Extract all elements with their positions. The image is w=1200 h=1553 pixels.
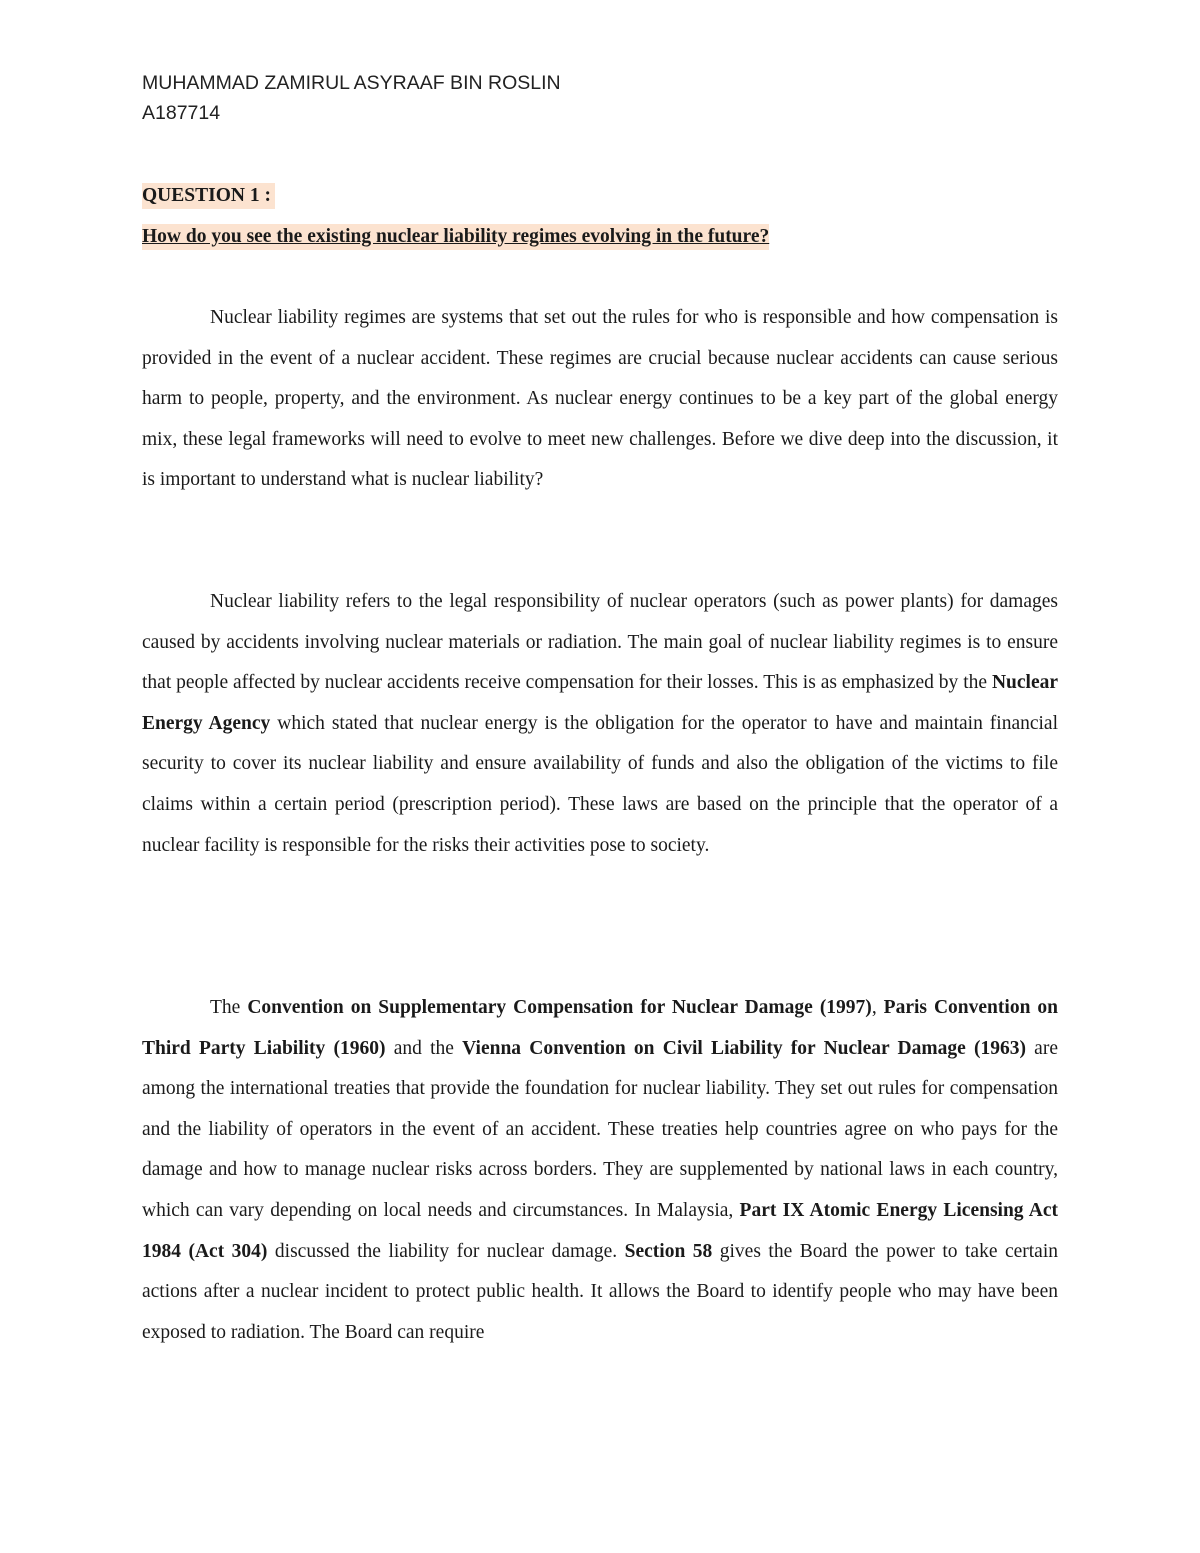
paragraph-2-text: which stated that nuclear energy is the obligation for the operator to have and maintain financial security to cover its nuclear liability and ensure availability of funds and also the obligation of the victims to file claims within a certain period (prescription period). These laws are based on the principle that the operator of a nuclear facility is responsible for the risks their activities pose to society.	[142, 712, 1058, 856]
paragraph-3-text: are among the international treaties that provide the foundation for nuclear liability. They set out rules for compensation and the liability of operators in the event of an accident. These treaties help countries agree on who pays for the damage and how to manage nuclear risks across borders. They are supplemented by national laws in each country, which can vary depending on local needs and circumstances. In Malaysia,	[142, 1037, 1058, 1221]
paragraph-2	[142, 582, 1058, 866]
bold-term-nea: Nuclear Energy Agency	[142, 672, 1058, 734]
bold-term-csc: Convention on Supplementary Compensation for Nuclear Damage (1997)	[247, 997, 872, 1018]
paragraph-2-text: Nuclear liability refers to the legal responsibility of nuclear operators (such as power plants) for damages caused by accidents involving nuclear materials or radiation. The main goal of nuclear liability regimes is to ensure that people affected by nuclear accidents receive compensation for their losses. This is as emphasized by the	[142, 591, 1058, 694]
paragraph-3-text: discussed the liability for nuclear damage.	[267, 1240, 625, 1262]
bold-term-vienna: Vienna Convention on Civil Liability for Nuclear Damage (1963)	[462, 1037, 1026, 1059]
question-label: QUESTION 1 :	[142, 183, 275, 209]
paragraph-1	[142, 298, 1058, 501]
bold-term-paris: Paris Convention on Third Party Liability (1960)	[142, 997, 1058, 1059]
paragraph-3-text: and the	[385, 1037, 463, 1059]
bold-term-act304: Part IX Atomic Energy Licensing Act 1984 (Act 304)	[142, 1199, 1058, 1262]
student-id: A187714	[142, 102, 221, 124]
paragraph-3-text: The	[210, 997, 248, 1018]
paragraph-3	[142, 988, 1058, 1353]
paragraph-3-text: gives the Board the power to take certain actions after a nuclear incident to protect public health. It allows the Board to identify people who may have been exposed to radiation. The Board can require	[142, 1240, 1058, 1343]
question-text: How do you see the existing nuclear liability regimes evolving in the future?	[142, 224, 769, 250]
bold-term-section58: Section 58	[624, 1240, 713, 1262]
paragraph-3-text: ,	[871, 997, 884, 1018]
author-name: MUHAMMAD ZAMIRUL ASYRAAF BIN ROSLIN	[142, 72, 561, 94]
paragraph-1-text: Nuclear liability regimes are systems that set out the rules for who is responsible and how compensation is provided in the event of a nuclear accident. These regimes are crucial because nuclear accidents can cause serious harm to people, property, and the environment. As nuclear energy continues to be a key part of the global energy mix, these legal frameworks will need to evolve to meet new challenges. Before we dive deep into the discussion, it is important to understand what is nuclear liability?	[142, 307, 1058, 491]
